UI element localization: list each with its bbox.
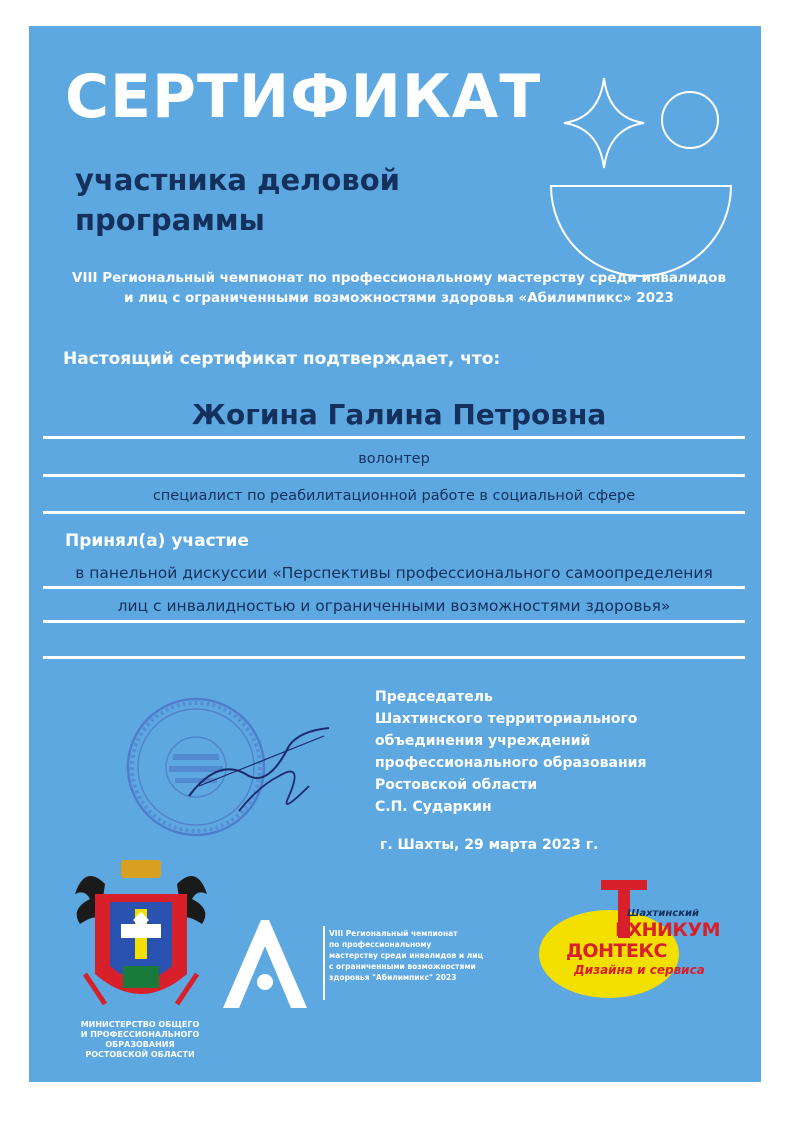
divider — [43, 436, 745, 439]
certificate-title: СЕРТИФИКАТ — [65, 62, 542, 132]
technikum-dizayn: Дизайна и сервиса — [574, 963, 705, 977]
footer-event-caption — [329, 928, 509, 983]
chairman-line: С.П. Сударкин — [375, 799, 492, 815]
abilympics-logo-icon — [219, 916, 311, 1012]
certificate-subtitle: участника деловой программы — [75, 163, 400, 237]
footer-event-line: с ограниченными возможностями — [329, 962, 476, 971]
event-description — [49, 268, 749, 308]
ministry-line: И ПРОФЕССИОНАЛЬНОГО — [80, 1030, 200, 1039]
chairman-line: Председатель — [375, 689, 493, 705]
chairman-line: Ростовской области — [375, 777, 538, 793]
ministry-line: ОБРАЗОВАНИЯ — [105, 1040, 175, 1049]
chairman-line: профессионального образования — [375, 755, 647, 771]
footer-divider — [323, 926, 325, 1000]
recipient-position: специалист по реабилитационной работе в социальной сфере — [152, 488, 636, 504]
chairman-line: Шахтинского территориального — [375, 711, 638, 727]
technikum-shakhtinsky: Шахтинский — [627, 908, 699, 919]
divider — [43, 620, 745, 623]
decorative-shapes-icon — [529, 68, 759, 278]
footer-event-line: по профессиональному — [329, 940, 432, 949]
event-line: VIII Региональный чемпионат по профессиональному мастерству среди инвалидов — [72, 270, 726, 286]
discussion-line: в панельной дискуссии «Перспективы профессионального самоопределения — [75, 564, 713, 582]
recipient-role: волонтер — [358, 451, 430, 467]
event-line: и лиц с ограниченными возможностями здоровья «Абилимпикс» 2023 — [124, 290, 674, 306]
ministry-line: МИНИСТЕРСТВО ОБЩЕГО — [80, 1020, 200, 1029]
technikum-tekhnikum: ЕХНИКУМ — [615, 919, 721, 941]
footer-event-line: мастерству среди инвалидов и лиц — [329, 951, 484, 960]
confirms-text: Настоящий сертификат подтверждает, что: — [63, 349, 501, 369]
signature-icon — [179, 716, 339, 826]
certificate — [29, 26, 761, 1082]
participated-label: Принял(а) участие — [65, 531, 249, 551]
technikum-donteks: ДОНТЕКС — [566, 940, 667, 962]
footer-event-line: здоровья "Абилимпикс" 2023 — [329, 973, 457, 982]
discussion-line: лиц с инвалидностью и ограниченными возможностями здоровья» — [117, 597, 671, 615]
ministry-line: РОСТОВСКОЙ ОБЛАСТИ — [85, 1050, 195, 1059]
ministry-caption — [75, 1020, 205, 1060]
rostov-coat-of-arms-icon — [65, 854, 217, 1019]
divider — [43, 474, 745, 477]
divider — [43, 511, 745, 514]
place-date: г. Шахты, 29 марта 2023 г. — [380, 837, 599, 853]
chairman-block — [375, 686, 715, 818]
divider — [43, 656, 745, 659]
recipient-name: Жогина Галина Петровна — [191, 398, 607, 431]
chairman-line: объединения учреждений — [375, 733, 591, 749]
footer-event-line: VIII Региональный чемпионат — [329, 929, 458, 938]
divider — [43, 586, 745, 589]
